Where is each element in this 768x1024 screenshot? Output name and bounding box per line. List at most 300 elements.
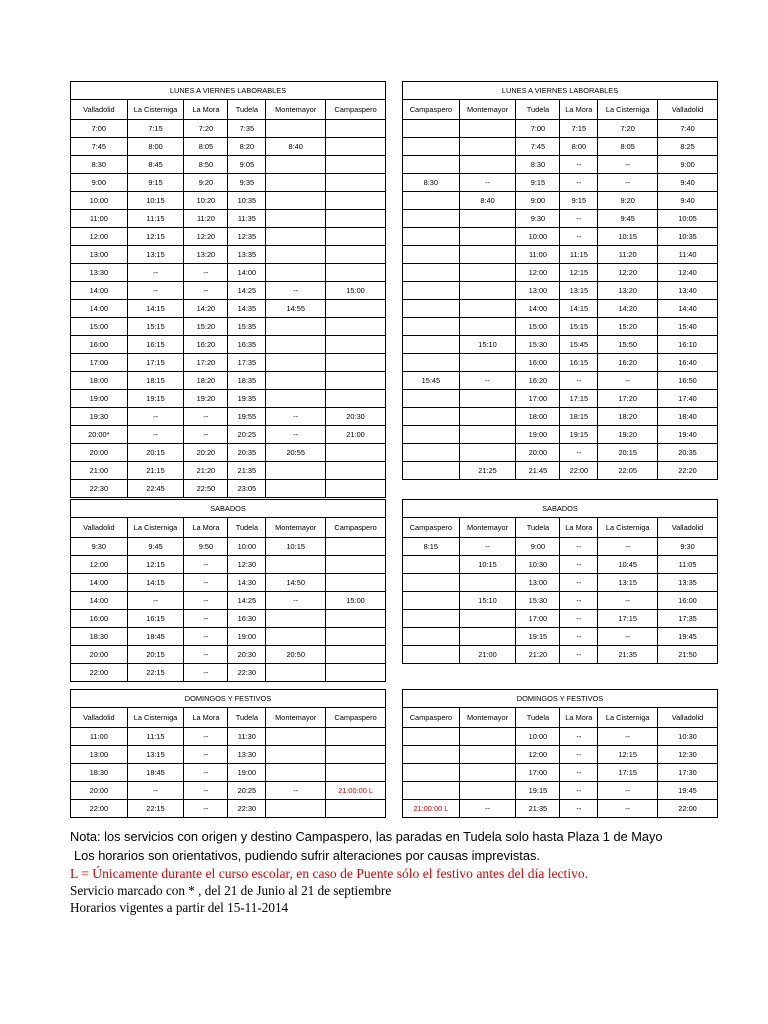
time-cell: 16:50 — [658, 372, 718, 390]
time-cell: 16:15 — [560, 354, 598, 372]
time-cell: 21:35 — [598, 646, 658, 664]
table-row — [71, 264, 386, 282]
table-row — [403, 120, 718, 138]
time-cell: -- — [560, 444, 598, 462]
column-header: Valladolid — [658, 100, 718, 120]
time-cell: 9:00 — [516, 192, 560, 210]
column-header: Campaspero — [326, 518, 386, 538]
time-cell — [326, 538, 386, 556]
time-cell: 7:20 — [598, 120, 658, 138]
time-cell — [266, 390, 326, 408]
time-cell: 15:15 — [560, 318, 598, 336]
time-cell: 7:45 — [71, 138, 128, 156]
time-cell: 17:40 — [658, 390, 718, 408]
time-cell: 8:00 — [127, 138, 184, 156]
time-cell — [326, 174, 386, 192]
time-cell: -- — [459, 174, 516, 192]
time-cell: 15:10 — [459, 592, 516, 610]
time-cell: 20:00* — [71, 426, 128, 444]
column-header: Valladolid — [658, 518, 718, 538]
header-row — [71, 708, 386, 728]
time-cell: 14:15 — [560, 300, 598, 318]
time-cell: 16:20 — [184, 336, 228, 354]
time-cell: 8:00 — [560, 138, 598, 156]
time-cell: -- — [184, 728, 228, 746]
time-cell — [459, 390, 516, 408]
time-cell: 13:00 — [516, 574, 560, 592]
column-header: Campaspero — [403, 708, 460, 728]
time-cell: 11:30 — [228, 728, 266, 746]
column-header: Tudela — [228, 100, 266, 120]
time-cell — [326, 120, 386, 138]
table-row — [71, 246, 386, 264]
time-cell: -- — [184, 592, 228, 610]
time-cell: 13:35 — [228, 246, 266, 264]
table-row — [403, 800, 718, 818]
table-row — [71, 610, 386, 628]
time-cell — [403, 610, 460, 628]
time-cell: 16:20 — [516, 372, 560, 390]
time-cell: 12:15 — [127, 556, 184, 574]
time-cell — [266, 610, 326, 628]
time-cell: -- — [598, 592, 658, 610]
time-cell: 15:35 — [228, 318, 266, 336]
note-orientative-times: Los horarios son orientativos, pudiendo sufrir alteraciones por causas imprevistas. — [74, 848, 540, 863]
time-cell: -- — [560, 764, 598, 782]
column-header: Campaspero — [326, 100, 386, 120]
time-cell: 16:15 — [127, 610, 184, 628]
time-cell — [266, 556, 326, 574]
table-row — [71, 646, 386, 664]
time-cell: 16:00 — [516, 354, 560, 372]
time-cell: 14:00 — [71, 300, 128, 318]
table-row — [403, 628, 718, 646]
time-cell: 9:30 — [658, 538, 718, 556]
time-cell — [403, 556, 460, 574]
column-header: Campaspero — [403, 100, 460, 120]
table-row — [403, 300, 718, 318]
time-cell: 8:30 — [403, 174, 460, 192]
time-cell — [459, 610, 516, 628]
time-cell: 22:50 — [184, 480, 228, 498]
time-cell — [326, 372, 386, 390]
table-row — [403, 408, 718, 426]
time-cell: -- — [184, 628, 228, 646]
note-asterisk-service: Servicio marcado con * , del 21 de Junio al 21 de septiembre — [70, 883, 392, 898]
table-row — [71, 764, 386, 782]
table-row — [403, 444, 718, 462]
time-cell: 18:30 — [71, 764, 128, 782]
time-cell: 20:55 — [266, 444, 326, 462]
time-cell: -- — [560, 372, 598, 390]
time-cell: 14:00 — [71, 574, 128, 592]
table-title: DOMINGOS Y FESTIVOS — [403, 690, 718, 708]
time-cell: 13:20 — [184, 246, 228, 264]
time-cell: 9:20 — [598, 192, 658, 210]
time-cell — [326, 264, 386, 282]
column-header: Valladolid — [658, 708, 718, 728]
time-cell — [266, 800, 326, 818]
note-l-school-term: L = Únicamente durante el curso escolar, en caso de Puente sólo el festivo antes del día lectivo. — [70, 866, 589, 881]
time-cell: 20:30 — [326, 408, 386, 426]
time-cell: 8:30 — [516, 156, 560, 174]
column-header: La Cisterniga — [598, 708, 658, 728]
time-cell: 21:45 — [516, 462, 560, 480]
time-cell: 9:50 — [184, 538, 228, 556]
time-cell: 18:35 — [228, 372, 266, 390]
time-cell — [403, 156, 460, 174]
time-cell: 14:40 — [658, 300, 718, 318]
time-cell: 15:30 — [516, 336, 560, 354]
time-cell: 15:15 — [127, 318, 184, 336]
time-cell — [459, 782, 516, 800]
time-cell — [326, 156, 386, 174]
time-cell: 22:30 — [228, 800, 266, 818]
time-cell: 16:00 — [71, 336, 128, 354]
time-cell — [403, 120, 460, 138]
time-cell: 18:15 — [127, 372, 184, 390]
table-row — [403, 354, 718, 372]
time-cell — [403, 192, 460, 210]
table-row — [71, 174, 386, 192]
time-cell: 9:20 — [184, 174, 228, 192]
time-cell — [326, 354, 386, 372]
table-row — [403, 592, 718, 610]
time-cell: 18:20 — [184, 372, 228, 390]
table-row — [71, 210, 386, 228]
time-cell: -- — [560, 574, 598, 592]
time-cell: 14:50 — [266, 574, 326, 592]
time-cell: 9:05 — [228, 156, 266, 174]
time-cell: 10:35 — [228, 192, 266, 210]
time-cell — [403, 318, 460, 336]
column-header: La Mora — [184, 708, 228, 728]
time-cell — [403, 354, 460, 372]
time-cell: 15:45 — [560, 336, 598, 354]
time-cell: 13:35 — [658, 574, 718, 592]
time-cell — [403, 300, 460, 318]
table-row — [403, 156, 718, 174]
time-cell: 15:10 — [459, 336, 516, 354]
time-cell: 20:00 — [71, 444, 128, 462]
time-cell: -- — [127, 782, 184, 800]
time-cell — [459, 746, 516, 764]
time-cell: -- — [184, 646, 228, 664]
time-cell: 12:15 — [127, 228, 184, 246]
time-cell: 11:05 — [658, 556, 718, 574]
column-header: La Cisterniga — [598, 518, 658, 538]
time-cell: -- — [266, 782, 326, 800]
column-header: Valladolid — [71, 518, 128, 538]
time-cell: 10:20 — [184, 192, 228, 210]
time-cell: 17:00 — [516, 610, 560, 628]
time-cell: -- — [184, 664, 228, 682]
table-row — [403, 264, 718, 282]
time-cell: 9:15 — [516, 174, 560, 192]
time-cell — [326, 556, 386, 574]
time-cell: 10:00 — [228, 538, 266, 556]
time-cell — [266, 480, 326, 498]
time-cell: 9:35 — [228, 174, 266, 192]
time-cell: 20:20 — [184, 444, 228, 462]
time-cell: 17:35 — [228, 354, 266, 372]
time-cell — [326, 390, 386, 408]
time-cell — [326, 192, 386, 210]
time-cell: 11:20 — [184, 210, 228, 228]
table-row — [403, 336, 718, 354]
time-cell: 22:15 — [127, 664, 184, 682]
time-cell: -- — [560, 228, 598, 246]
time-cell: 18:45 — [127, 764, 184, 782]
time-cell: -- — [598, 728, 658, 746]
time-cell — [266, 228, 326, 246]
time-cell — [326, 336, 386, 354]
time-cell: 12:30 — [658, 746, 718, 764]
time-cell: 20:15 — [127, 444, 184, 462]
time-cell: 16:00 — [658, 592, 718, 610]
time-cell: -- — [560, 556, 598, 574]
time-cell — [459, 574, 516, 592]
column-header: Valladolid — [71, 708, 128, 728]
table-row — [403, 538, 718, 556]
table-row — [403, 782, 718, 800]
time-cell — [403, 282, 460, 300]
time-cell — [266, 628, 326, 646]
time-cell — [326, 228, 386, 246]
time-cell — [266, 318, 326, 336]
time-cell: 11:00 — [71, 728, 128, 746]
time-cell: -- — [598, 782, 658, 800]
time-cell: 19:20 — [598, 426, 658, 444]
time-cell — [403, 408, 460, 426]
time-cell: 19:15 — [127, 390, 184, 408]
time-cell: -- — [598, 156, 658, 174]
time-cell — [326, 610, 386, 628]
time-cell: 12:15 — [598, 746, 658, 764]
time-cell: 19:40 — [658, 426, 718, 444]
table-row — [403, 228, 718, 246]
weekday-inbound-table — [402, 81, 718, 480]
time-cell: 12:00 — [71, 556, 128, 574]
time-cell: -- — [598, 800, 658, 818]
time-cell: 8:40 — [459, 192, 516, 210]
column-header: La Mora — [184, 518, 228, 538]
table-row — [403, 246, 718, 264]
table-row — [71, 556, 386, 574]
time-cell: -- — [459, 538, 516, 556]
time-cell: 19:15 — [516, 782, 560, 800]
time-cell: -- — [184, 282, 228, 300]
time-cell — [403, 764, 460, 782]
table-title: DOMINGOS Y FESTIVOS — [71, 690, 386, 708]
time-cell: 18:15 — [560, 408, 598, 426]
time-cell: -- — [560, 610, 598, 628]
time-cell: 12:15 — [560, 264, 598, 282]
time-cell — [459, 300, 516, 318]
time-cell: 16:35 — [228, 336, 266, 354]
time-cell: -- — [560, 782, 598, 800]
time-cell: -- — [184, 574, 228, 592]
note-campaspero-tudela: Nota: los servicios con origen y destino Campaspero, las paradas en Tudela solo hasta Plaza 1 de Mayo — [70, 829, 663, 844]
time-cell — [459, 264, 516, 282]
time-cell — [403, 782, 460, 800]
time-cell — [266, 192, 326, 210]
time-cell: -- — [184, 782, 228, 800]
time-cell: -- — [560, 210, 598, 228]
time-cell: 13:30 — [71, 264, 128, 282]
column-header: Tudela — [516, 100, 560, 120]
time-cell: 10:45 — [598, 556, 658, 574]
time-cell: 15:20 — [598, 318, 658, 336]
time-cell — [266, 156, 326, 174]
time-cell — [459, 628, 516, 646]
time-cell — [403, 426, 460, 444]
time-cell: 15:00 — [326, 592, 386, 610]
header-row — [403, 518, 718, 538]
notes-section — [70, 827, 760, 916]
table-row — [403, 282, 718, 300]
time-cell — [403, 336, 460, 354]
time-cell: 19:55 — [228, 408, 266, 426]
time-cell: 15:50 — [598, 336, 658, 354]
time-cell: 22:00 — [658, 800, 718, 818]
time-cell: 13:00 — [516, 282, 560, 300]
time-cell — [326, 646, 386, 664]
time-cell — [403, 574, 460, 592]
time-cell: 20:15 — [598, 444, 658, 462]
time-cell — [326, 664, 386, 682]
time-cell: 19:35 — [228, 390, 266, 408]
time-cell: 17:00 — [516, 390, 560, 408]
time-cell: 11:20 — [598, 246, 658, 264]
time-cell: 13:00 — [71, 746, 128, 764]
time-cell: -- — [266, 592, 326, 610]
time-cell: 10:00 — [71, 192, 128, 210]
time-cell: 10:35 — [658, 228, 718, 246]
time-cell: 14:00 — [71, 592, 128, 610]
note-valid-from: Horarios vigentes a partir del 15-11-2014 — [70, 900, 289, 915]
time-cell: 13:15 — [560, 282, 598, 300]
time-cell — [459, 354, 516, 372]
time-cell: 19:15 — [560, 426, 598, 444]
time-cell — [266, 246, 326, 264]
time-cell — [459, 138, 516, 156]
time-cell — [266, 354, 326, 372]
time-cell: -- — [560, 628, 598, 646]
time-cell — [266, 120, 326, 138]
time-cell: -- — [598, 174, 658, 192]
time-cell — [459, 318, 516, 336]
time-cell — [266, 764, 326, 782]
time-cell: -- — [184, 426, 228, 444]
column-header: Campaspero — [326, 708, 386, 728]
time-cell: 20:30 — [228, 646, 266, 664]
time-cell — [326, 628, 386, 646]
time-cell: 8:50 — [184, 156, 228, 174]
time-cell — [403, 444, 460, 462]
time-cell: 14:00 — [516, 300, 560, 318]
time-cell: 14:25 — [228, 592, 266, 610]
time-cell: 9:45 — [598, 210, 658, 228]
time-cell: 10:15 — [598, 228, 658, 246]
time-cell — [326, 728, 386, 746]
time-cell: 9:40 — [658, 192, 718, 210]
time-cell — [403, 628, 460, 646]
time-cell: 9:30 — [71, 538, 128, 556]
time-cell: 8:45 — [127, 156, 184, 174]
time-cell — [403, 246, 460, 264]
time-cell: 16:30 — [228, 610, 266, 628]
table-row — [71, 574, 386, 592]
time-cell: -- — [127, 592, 184, 610]
time-cell: 15:20 — [184, 318, 228, 336]
time-cell: 13:30 — [228, 746, 266, 764]
time-cell: 8:05 — [598, 138, 658, 156]
column-header: La Cisterniga — [127, 100, 184, 120]
column-header: La Cisterniga — [598, 100, 658, 120]
time-cell: -- — [127, 264, 184, 282]
table-row — [71, 228, 386, 246]
table-row — [71, 372, 386, 390]
table-row — [71, 120, 386, 138]
time-cell — [266, 728, 326, 746]
weekday-outbound-table — [70, 81, 386, 498]
time-cell: 17:15 — [598, 764, 658, 782]
time-cell: -- — [184, 610, 228, 628]
time-cell — [326, 746, 386, 764]
time-cell: 16:40 — [658, 354, 718, 372]
saturday-inbound-table — [402, 499, 718, 664]
time-cell: -- — [560, 746, 598, 764]
table-row — [403, 646, 718, 664]
time-cell — [459, 228, 516, 246]
time-cell: 7:20 — [184, 120, 228, 138]
table-row — [403, 210, 718, 228]
table-row — [403, 138, 718, 156]
column-header: Tudela — [228, 518, 266, 538]
column-header: Tudela — [516, 518, 560, 538]
time-cell: -- — [127, 408, 184, 426]
time-cell: 22:00 — [71, 800, 128, 818]
time-cell: 11:00 — [71, 210, 128, 228]
time-cell: 19:30 — [71, 408, 128, 426]
column-header: Valladolid — [71, 100, 128, 120]
table-row — [403, 426, 718, 444]
table-row — [71, 354, 386, 372]
time-cell: -- — [459, 800, 516, 818]
time-cell: 15:45 — [403, 372, 460, 390]
time-cell: 20:15 — [127, 646, 184, 664]
time-cell — [459, 120, 516, 138]
time-cell — [403, 728, 460, 746]
time-cell: 14:55 — [266, 300, 326, 318]
column-header: La Cisterniga — [127, 518, 184, 538]
time-cell: 15:00 — [71, 318, 128, 336]
time-cell: 10:15 — [459, 556, 516, 574]
table-row — [71, 426, 386, 444]
time-cell: 16:20 — [598, 354, 658, 372]
table-title: LUNES A VIERNES LABORABLES — [403, 82, 718, 100]
time-cell: 20:00 — [71, 782, 128, 800]
time-cell: 12:40 — [658, 264, 718, 282]
time-cell: 22:15 — [127, 800, 184, 818]
time-cell: 16:00 — [71, 610, 128, 628]
time-cell: -- — [184, 746, 228, 764]
time-cell: 22:05 — [598, 462, 658, 480]
time-cell: 17:20 — [184, 354, 228, 372]
table-row — [71, 156, 386, 174]
table-row — [403, 556, 718, 574]
